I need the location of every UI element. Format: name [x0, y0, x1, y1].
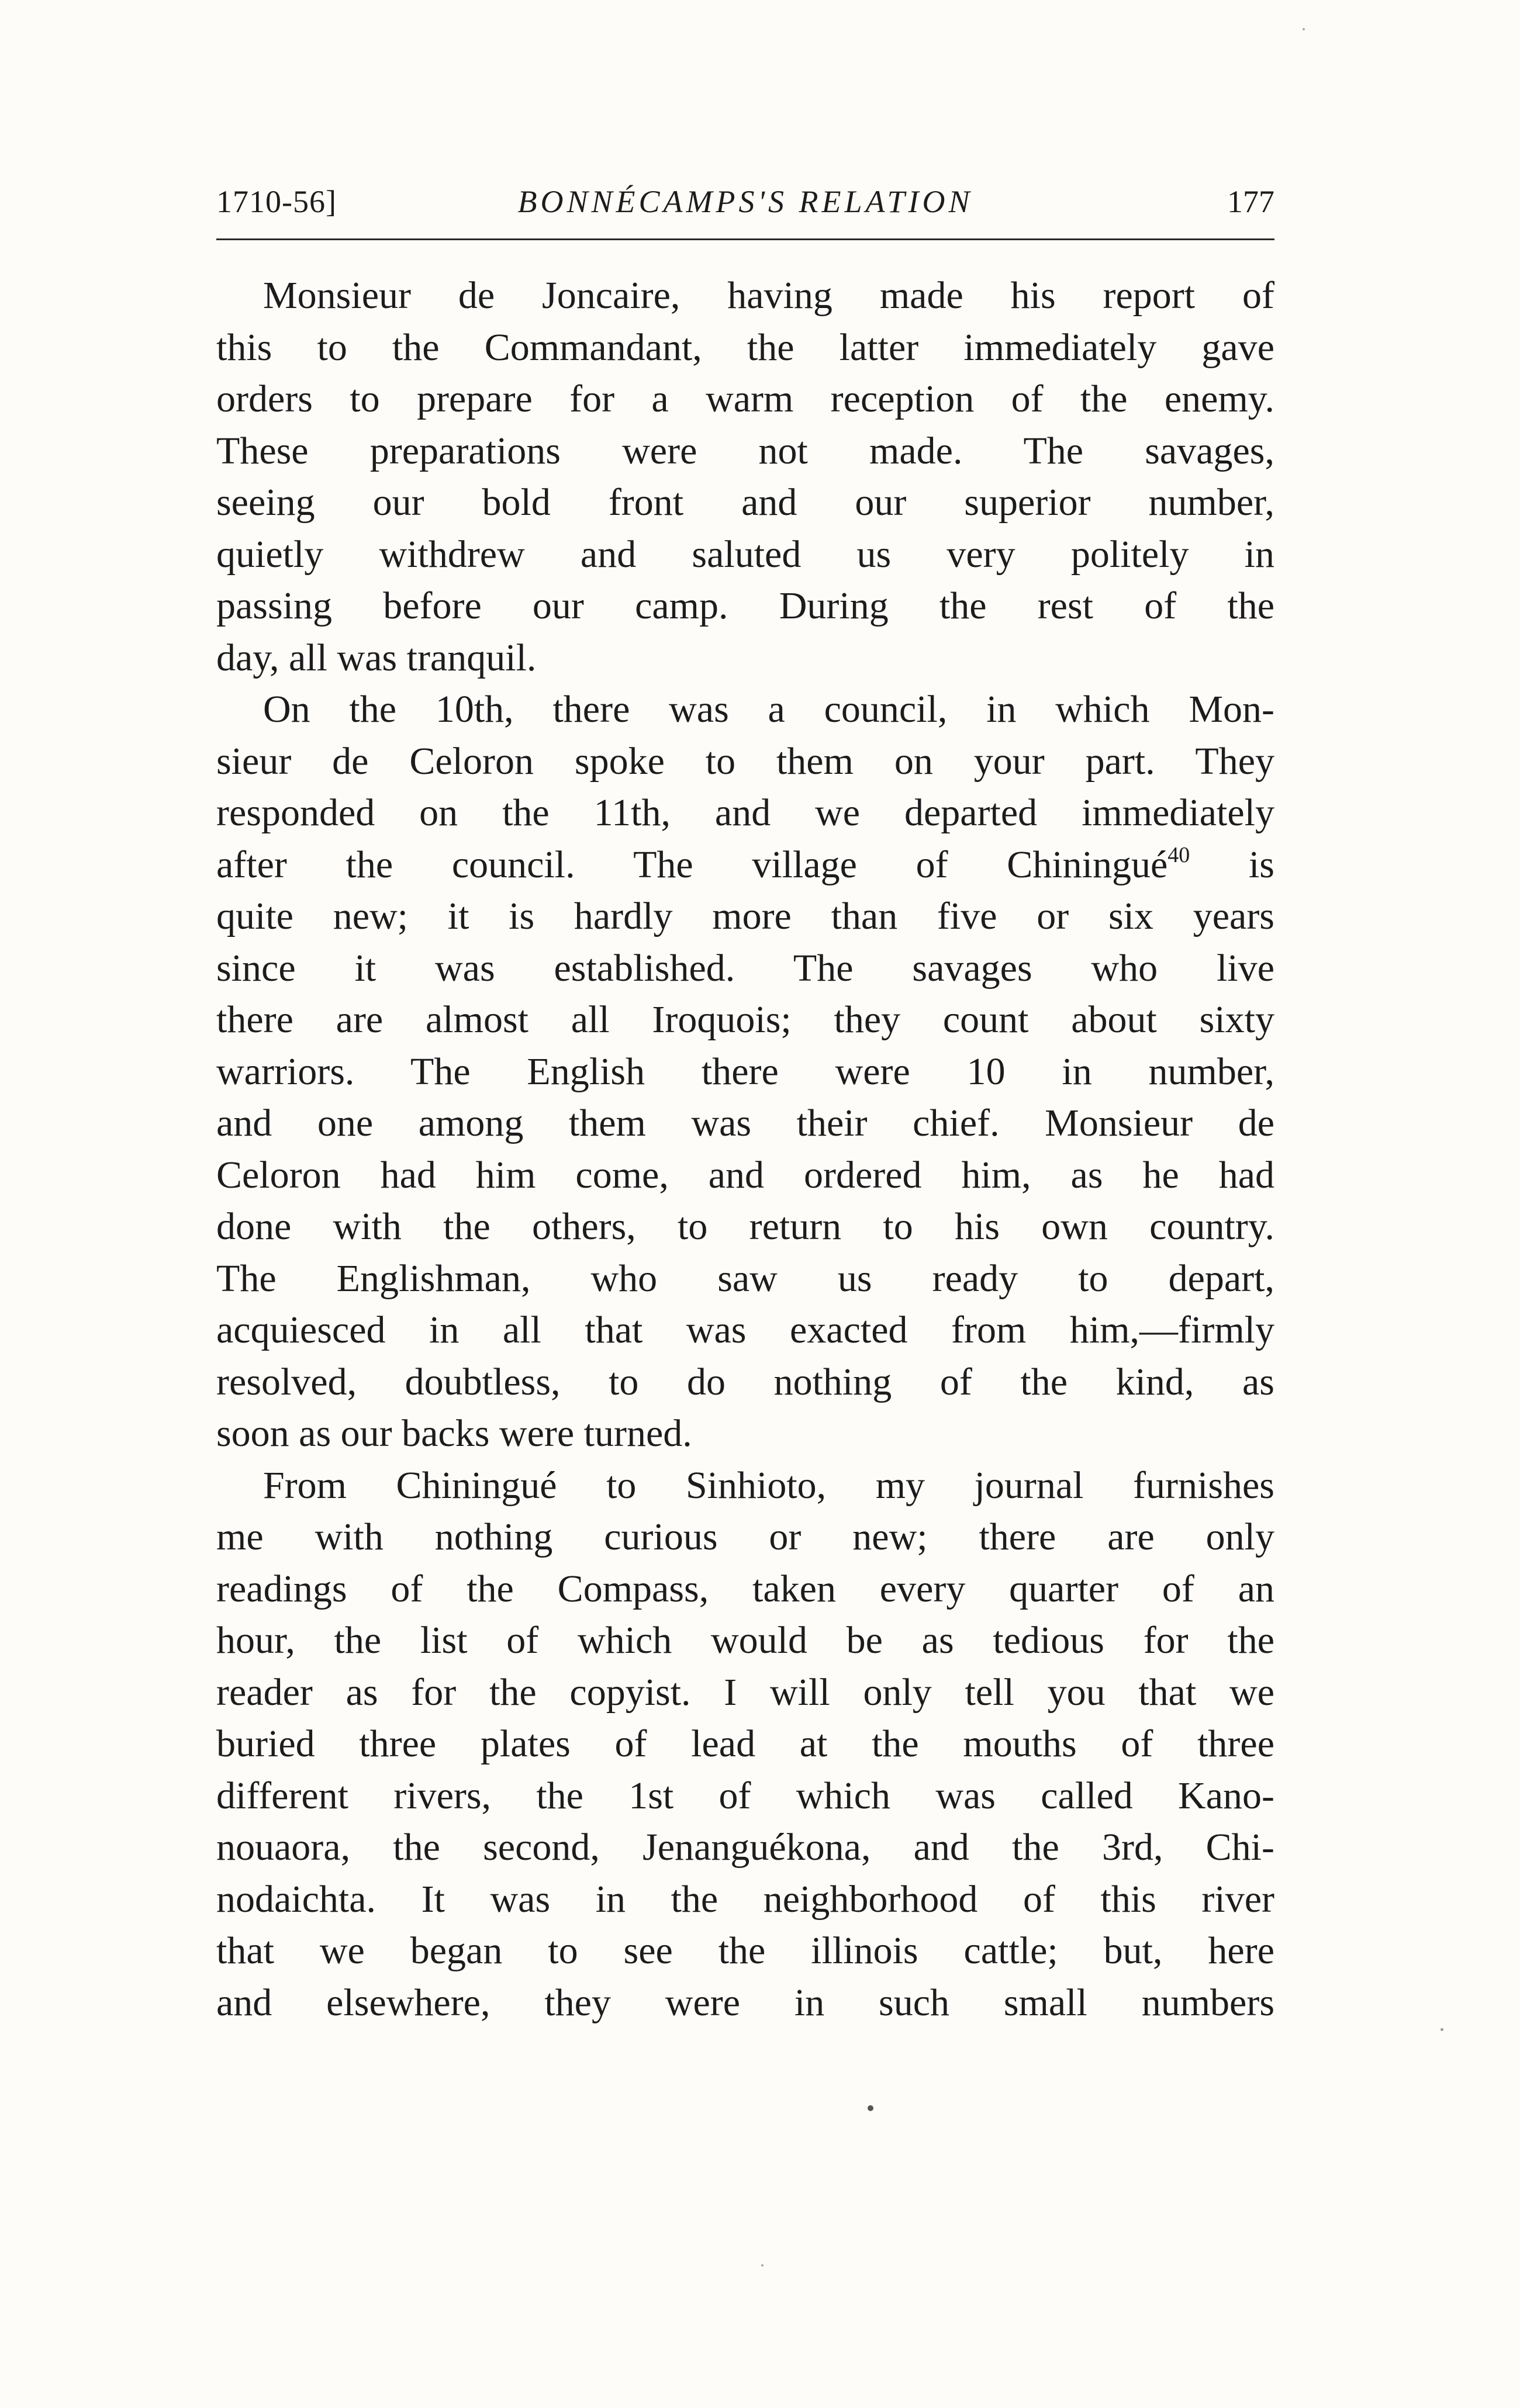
line-text: resolved, doubtless, to do nothing of the kind, as [216, 1360, 1274, 1403]
line-text: Celoron had him come, and ordered him, as he had [216, 1153, 1274, 1196]
text-line [216, 425, 1274, 478]
line-text: and one among them was their chief. Monsieur de [216, 1102, 1274, 1144]
line-text-after-note: is [1190, 843, 1274, 886]
print-speck [1303, 28, 1305, 30]
print-speck [1440, 2028, 1443, 2031]
text-line [216, 1822, 1274, 1874]
line-text: passing before our camp. During the rest of the [216, 584, 1274, 627]
text-line [216, 1150, 1274, 1202]
text-line [216, 994, 1274, 1046]
text-line [216, 1925, 1274, 1977]
line-text: reader as for the copyist. I will only tell you that we [216, 1670, 1274, 1714]
line-text: nouaora, the second, Jenanguékona, and the 3rd, Chi- [216, 1826, 1274, 1869]
line-text: quietly withdrew and saluted us very politely in [216, 532, 1274, 576]
text-line [216, 1253, 1274, 1305]
text-line [216, 1305, 1274, 1357]
line-text: orders to prepare for a warm reception of the enemy. [216, 378, 1274, 420]
text-line [216, 1874, 1274, 1926]
text-line [216, 477, 1274, 529]
line-text: me with nothing curious or new; there are only [216, 1516, 1274, 1558]
line-text: there are almost all Iroquois; they count about sixty [216, 998, 1274, 1041]
line-text: done with the others, to return to his own country. [216, 1205, 1274, 1248]
line-text: this to the Commandant, the latter immediately gave [216, 326, 1274, 369]
text-line [216, 1098, 1274, 1150]
line-text: soon as our backs were turned. [216, 1412, 692, 1455]
line-text: hour, the list of which would be as tedious for the [216, 1619, 1274, 1662]
print-speck [868, 2105, 873, 2111]
text-line [216, 943, 1274, 995]
line-text: and elsewhere, they were in such small numbers [216, 1981, 1274, 2024]
footnote-marker: 40 [1167, 842, 1190, 867]
line-text: The Englishman, who saw us ready to depart, [216, 1257, 1274, 1300]
line-text: responded on the 11th, and we departed immediately [216, 791, 1274, 834]
text-line [216, 1667, 1274, 1719]
line-text: buried three plates of lead at the mouths of three [216, 1722, 1274, 1765]
line-text: after the council. The village of Chiningué [216, 843, 1168, 886]
text-line [216, 1046, 1274, 1098]
text-line [216, 1615, 1274, 1667]
print-speck [761, 2264, 764, 2267]
text-line [216, 1511, 1274, 1563]
text-line [216, 839, 1274, 891]
running-head [216, 175, 1274, 228]
text-line [216, 891, 1274, 943]
line-text: Monsieur de Joncaire, having made his report of [263, 274, 1274, 317]
line-text: different rivers, the 1st of which was called Kano- [216, 1774, 1274, 1817]
line-text: readings of the Compass, taken every quarter of an [216, 1567, 1274, 1610]
text-line [216, 1977, 1274, 2029]
line-text: These preparations were not made. The savages, [216, 429, 1274, 472]
line-text: seeing our bold front and our superior number, [216, 481, 1274, 524]
line-text: nodaichta. It was in the neighborhood of this river [216, 1877, 1274, 1921]
text-line [216, 1563, 1274, 1615]
text-line [216, 1770, 1274, 1822]
line-text: From Chiningué to Sinhioto, my journal furnishes [263, 1464, 1274, 1507]
line-text: acquiesced in all that was exacted from him,—firmly [216, 1309, 1274, 1351]
line-text: day, all was tranquil. [216, 636, 537, 679]
text-line [216, 529, 1274, 581]
line-text: quite new; it is hardly more than five or six years [216, 895, 1274, 937]
text-line [216, 684, 1274, 736]
text-line [216, 270, 1274, 322]
text-line [216, 1718, 1274, 1770]
text-line [216, 1408, 1274, 1460]
text-line [216, 1357, 1274, 1409]
text-line [216, 787, 1274, 839]
text-line [216, 373, 1274, 425]
line-text: On the 10th, there was a council, in which Mon- [263, 688, 1274, 731]
page-number: 177 [1227, 184, 1274, 219]
line-text: that we began to see the illinois cattle; but, here [216, 1929, 1274, 1972]
header-rule [216, 238, 1274, 240]
line-text: since it was established. The savages who live [216, 946, 1274, 990]
header-years: 1710-56] [216, 184, 337, 219]
text-line [216, 632, 1274, 684]
body-text [216, 270, 1274, 2029]
line-text: sieur de Celoron spoke to them on your part. They [216, 739, 1274, 783]
text-line [216, 1201, 1274, 1253]
text-line [216, 322, 1274, 374]
text-line [216, 736, 1274, 788]
header-title: BONNÉCAMPS'S RELATION [517, 184, 973, 219]
line-text: warriors. The English there were 10 in number, [216, 1050, 1274, 1093]
text-line [216, 580, 1274, 632]
text-line [216, 1460, 1274, 1512]
